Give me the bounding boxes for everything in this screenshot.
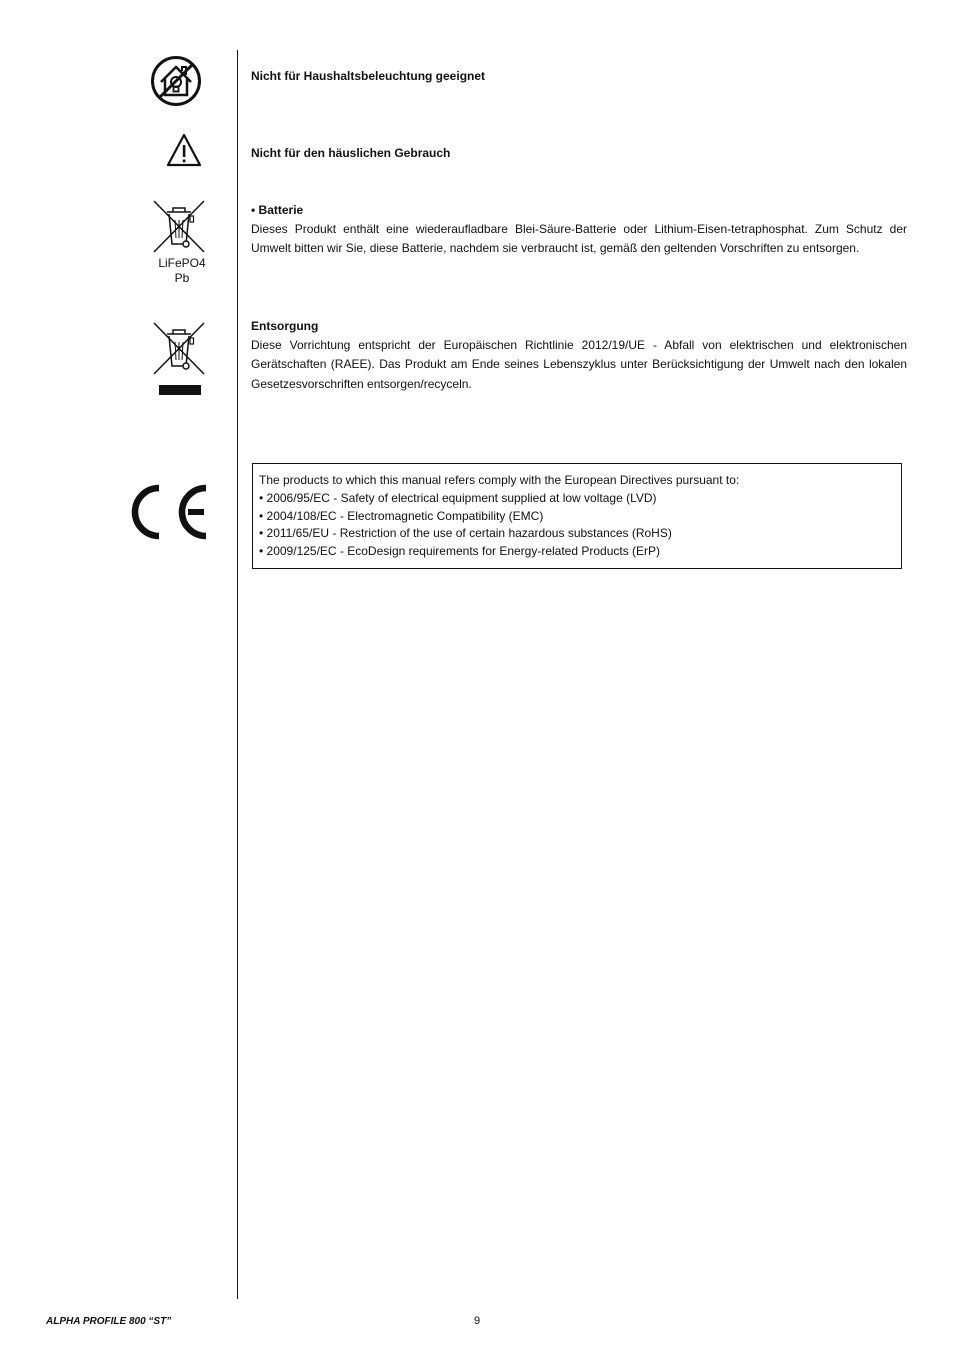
battery-heading: • Batterie	[251, 203, 304, 217]
weee-disposal-bin-icon	[153, 322, 205, 398]
battery-chem-label-lifepo4: LiFePO4	[158, 256, 206, 270]
compliance-item: • 2004/108/EC - Electromagnetic Compatibility (EMC)	[259, 508, 544, 523]
ce-compliance-box	[252, 463, 902, 569]
compliance-intro: The products to which this manual refers comply with the European Directives pursuant to:	[259, 473, 740, 487]
domestic-use-heading: Nicht für den häuslichen Gebrauch	[251, 146, 451, 160]
left-column-divider	[237, 50, 238, 1299]
compliance-item: • 2006/95/EC - Safety of electrical equipment supplied at low voltage (LVD)	[259, 490, 657, 505]
disposal-heading: Entsorgung	[251, 319, 319, 333]
no-household-lighting-icon	[150, 55, 202, 107]
battery-chem-label-pb: Pb	[174, 271, 190, 285]
page-number: 9	[473, 1315, 481, 1327]
battery-disposal-bin-icon	[153, 200, 205, 254]
battery-paragraph: Dieses Produkt enthält eine wiederaufladbare Blei-Säure-Batterie oder Lithium-Eisen-tetraphosphat. Zum Schutz der Umwelt bitten wir Sie, diese Batterie, nachdem sie verbraucht ist, gemäß den geltenden Vorschriften zu entsorgen.	[251, 222, 907, 256]
footer-model-name: ALPHA PROFILE 800 “ST”	[46, 1316, 172, 1327]
warning-triangle-icon	[166, 132, 202, 168]
compliance-item: • 2011/65/EU - Restriction of the use of certain hazardous substances (RoHS)	[259, 526, 672, 541]
household-lighting-heading: Nicht für Haushaltsbeleuchtung geeignet	[251, 69, 486, 83]
compliance-item: • 2009/125/EC - EcoDesign requirements for Energy-related Products (ErP)	[259, 544, 661, 559]
ce-mark-icon	[130, 483, 210, 541]
disposal-paragraph: Diese Vorrichtung entspricht der Europäischen Richtlinie 2012/19/UE - Abfall von elektrischen und elektronischen Gerätschaften (RAEE). Das Produkt am Ende seines Lebenszyklus unter Berücksichtigung der Umwelt nach den lokalen Gesetzesvorschriften entsorgen/recyceln.	[251, 338, 907, 391]
